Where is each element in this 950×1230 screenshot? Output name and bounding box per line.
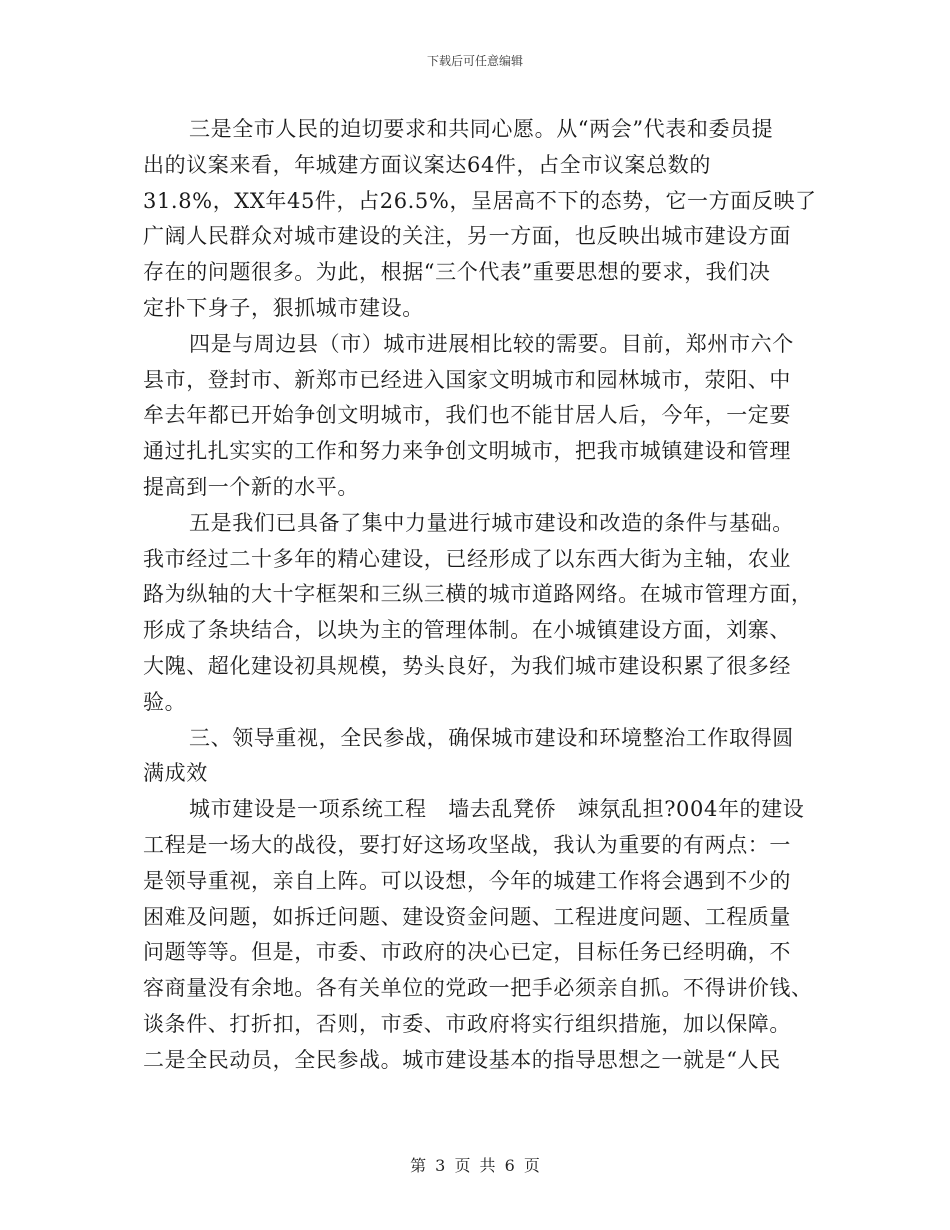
text-line: 工程是一场大的战役，要打好这场攻坚战，我认为重要的有两点：一: [143, 832, 791, 857]
text-line: 谈条件、打折扣，否则，市委、市政府将实行组织措施，加以保障。: [143, 1011, 791, 1036]
text-line: 五是我们已具备了集中力量进行城市建设和改造的条件与基础。: [189, 510, 794, 535]
text-line: 出的议案来看，年城建方面议案达64件，占全市议案总数的: [143, 152, 711, 177]
text-line: 县市，登封市、新郑市已经进入国家文明城市和园林城市，荥阳、中: [143, 367, 791, 392]
page-header: 下载后可任意编辑: [426, 54, 523, 68]
text-line: 三是全市人民的迫切要求和共同心愿。从“两会”代表和委员提: [189, 117, 774, 141]
text-line: 31.8%，XX年45件，占26.5%，呈居高不下的态势，它一方面反映了: [143, 188, 817, 213]
text-line: 形成了条块结合，以块为主的管理体制。在小城镇建设方面，刘寨、: [143, 618, 791, 643]
text-line: 困难及问题，如拆迁问题、建设资金问题、工程进度问题、工程质量: [143, 904, 791, 929]
text-line: 路为纵轴的大十字框架和三纵三横的城市道路网络。在城市管理方面，: [143, 582, 813, 607]
text-line: 大隗、超化建设初具规模，势头良好，为我们城市建设积累了很多经: [143, 653, 791, 678]
text-line: 验。: [143, 689, 187, 714]
text-line: 容商量没有余地。各有关单位的党政一把手必须亲自抓。不得讲价钱、: [143, 976, 813, 1001]
document-body: [143, 112, 817, 1079]
text-line: 牟去年都已开始争创文明城市，我们也不能甘居人后，今年，一定要: [143, 403, 791, 428]
text-line: 三、领导重视，全民参战，确保城市建设和环境整治工作取得圆: [189, 725, 794, 750]
text-line: 城市建设是一项系统工程 墙去乱凳侨 竦氛乱担?004年的建设: [189, 797, 805, 822]
text-line: 通过扎扎实实的工作和努力来争创文明城市，把我市城镇建设和管理: [143, 439, 791, 464]
text-line: 是领导重视，亲自上阵。可以设想，今年的城建工作将会遇到不少的: [143, 868, 791, 893]
text-line: 四是与周边县（市）城市进展相比较的需要。目前，郑州市六个: [189, 331, 794, 356]
text-line: 满成效: [143, 761, 208, 786]
text-line: 二是全民动员，全民参战。城市建设基本的指导思想之一就是“人民: [143, 1047, 781, 1072]
text-line: 提高到一个新的水平。: [143, 474, 359, 499]
text-line: 广阔人民群众对城市建设的关注，另一方面，也反映出城市建设方面: [143, 224, 791, 249]
text-line: 定扑下身子，狠抓城市建设。: [143, 295, 424, 320]
text-line: 我市经过二十多年的精心建设，已经形成了以东西大街为主轴，农业: [143, 546, 791, 571]
text-line: 存在的问题很多。为此，根据“三个代表”重要思想的要求，我们决: [143, 260, 771, 285]
page-footer: 第 3 页 共 6 页: [410, 1156, 540, 1175]
text-line: 问题等等。但是，市委、市政府的决心已定，目标任务已经明确，不: [143, 940, 791, 965]
